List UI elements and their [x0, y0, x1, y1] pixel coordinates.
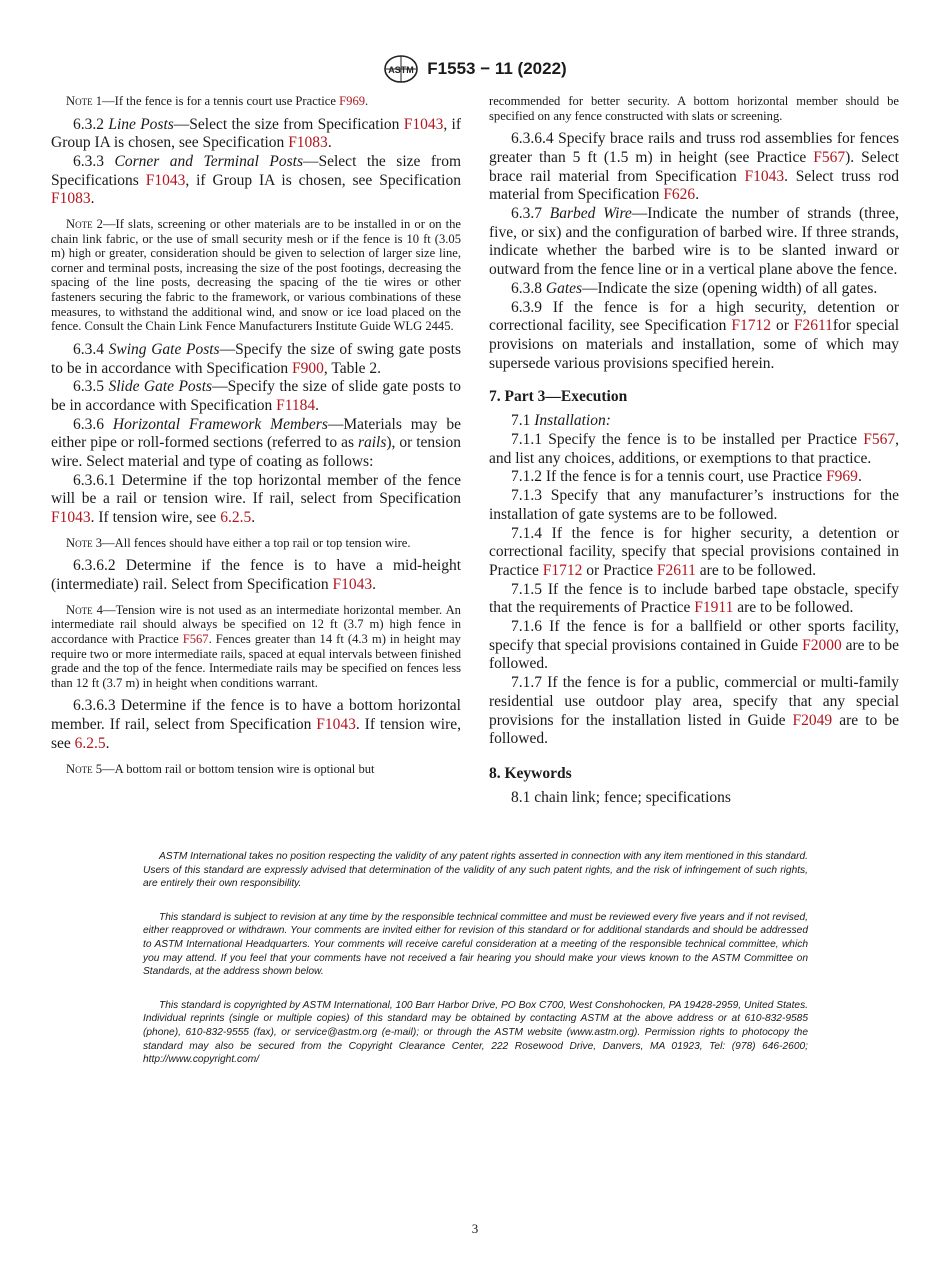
note-5: Note 5—A bottom rail or bottom tension wire is optional but — [66, 761, 375, 776]
section-heading-8: 8. Keywords — [489, 764, 572, 782]
ref-link[interactable]: F1712 — [731, 317, 771, 335]
right-column — [489, 94, 899, 808]
para-6-3-2: 6.3.2 Line Posts—Select the size from Specification F1043, if Group IA is chosen, see Specification F1083. — [51, 115, 462, 152]
para-7-1-4: 7.1.4 If the fence is for higher security, a detention or correctional facility, specify that special provisions contained in Practice F1712 or Practice F2611 are to be followed. — [489, 524, 899, 579]
page-header — [0, 52, 950, 86]
ref-link[interactable]: 6.2.5 — [220, 509, 252, 527]
para-7-1-3: 7.1.3 Specify that any manufacturer’s instructions for the installation of gate systems are to be followed. — [489, 487, 899, 523]
note-1: Note 1—If the fence is for a tennis court use Practice F969. — [66, 94, 369, 108]
para-6-3-4: 6.3.4 Swing Gate Posts—Specify the size of swing gate posts to be in accordance with Specification F900, Table 2. — [51, 340, 461, 377]
para-7-1-2: 7.1.2 If the fence is for a tennis court, use Practice F969. — [511, 468, 862, 486]
ref-link[interactable]: F567 — [813, 148, 846, 166]
para-7-1: 7.1 Installation: — [511, 412, 611, 430]
ref-link[interactable]: F1043 — [51, 509, 91, 527]
para-7-1-7: 7.1.7 If the fence is for a public, commercial or multi-family residential use outdoor play area, specify that any special provisions for the installation listed in Guide F2049 are to be followed. — [489, 674, 899, 748]
ref-link[interactable]: 6.2.5 — [74, 734, 106, 752]
para-6-3-6-4: 6.3.6.4 Specify brace rails and truss rod assemblies for fences greater than 5 ft (1.5 m) in height (see Practice F567). Select brace rail material from Specification F1043. Select truss rod material from Specification F626. — [489, 130, 899, 204]
para-7-1-5: 7.1.5 If the fence is to include barbed tape obstacle, specify that the requirements of Practice F1911 are to be followed. — [489, 580, 899, 617]
para-6-3-3: 6.3.3 Corner and Terminal Posts—Select the size from Specifications F1043, if Group IA is chosen, see Specification F1083. — [51, 153, 461, 208]
ref-link[interactable]: F2611 — [656, 561, 696, 579]
ref-link[interactable]: F626 — [663, 186, 696, 204]
ref-link[interactable]: F1083 — [288, 134, 328, 152]
svg-text:ASTM: ASTM — [388, 65, 415, 75]
standard-designation: F1553 − 11 (2022) — [427, 59, 567, 78]
astm-logo-icon — [383, 54, 419, 84]
para-6-3-5: 6.3.5 Slide Gate Posts—Specify the size of slide gate posts to be in accordance with Specification F1184. — [51, 378, 462, 414]
ref-link[interactable]: F2049 — [792, 711, 833, 729]
ref-link[interactable]: F1184 — [276, 396, 316, 414]
legal-footer — [143, 850, 808, 1087]
ref-link[interactable]: F1043 — [332, 576, 373, 594]
para-6-3-6-3: 6.3.6.3 Determine if the fence is to have a bottom horizontal member. If rail, select from Specification F1043. If tension wire, see 6.2.5. — [51, 697, 461, 752]
note-5-continued: recommended for better security. A bottom horizontal member should be specified on any fence constructed with slats or screening. — [489, 94, 899, 123]
note-4: Note 4—Tension wire is not used as an intermediate horizontal member. An intermediate rail should always be specified on 12 ft (3.7 m) high fence in accordance with Practice F567. Fences greater than 14 ft (4.3 m) in height may require two or more intermediate rails, spaced at equal intervals between finished grade and the top of the fence. Intermediate rails may be specified on fences less than 12 ft (3.7 m) in height when conditions warrant. — [51, 602, 461, 690]
section-heading-7: 7. Part 3—Execution — [489, 388, 628, 406]
para-7-1-1: 7.1.1 Specify the fence is to be installed per Practice F567, and list any choices, additions, or exemptions to that practice. — [489, 431, 899, 467]
note-2: Note 2—If slats, screening or other materials are to be installed in or on the chain link fabric, or the use of small security mesh or if the fence is 10 ft (3.05 m) high or greater, consideration should be given to selection of larger size line, corner and terminal posts, increasing the size of the post footings, decreasing the spacing of the line posts, decreasing the spacing of the tie wires or other fasteners securing the fabric to the framework, or various combinations of these measures, to withstand the additional wind, and snow or ice load placed on the fence. Consult the Chain Link Fence Manufacturers Institute Guide WLG 2445. — [51, 217, 461, 334]
ref-link[interactable]: F1712 — [542, 561, 583, 579]
para-6-3-7: 6.3.7 Barbed Wire—Indicate the number of strands (three, five, or six) and the configuration of barbed wire. If three strands, indicate whether the barbed wire is to be slanted inward or outward from the fence line or in a vertical plane above the fence. — [489, 205, 899, 279]
ref-link[interactable]: F1043 — [145, 171, 186, 189]
ref-link[interactable]: F1043 — [316, 716, 356, 734]
ref-link[interactable]: F969 — [826, 468, 858, 486]
ref-link[interactable]: F2000 — [802, 636, 842, 654]
page-number: 3 — [471, 1221, 479, 1236]
para-6-3-6-2: 6.3.6.2 Determine if the fence is to have a mid-height (intermediate) rail. Select from Specification F1043. — [51, 557, 461, 594]
ref-link[interactable]: F1043 — [744, 167, 785, 185]
para-6-3-6: 6.3.6 Horizontal Framework Members—Materials may be either pipe or roll-formed sections (referred to as rails), or tension wire. Select material and type of coating as follows: — [51, 415, 461, 471]
ref-link[interactable]: F567 — [863, 431, 896, 449]
left-column — [51, 94, 461, 783]
para-8-1: 8.1 chain link; fence; specifications — [511, 788, 731, 806]
ref-link[interactable]: F2611 — [793, 317, 833, 335]
ref-link[interactable]: F1911 — [694, 599, 734, 617]
ref-link[interactable]: F1083 — [51, 190, 91, 208]
revision-notice: This standard is subject to revision at any time by the responsible technical committee and must be reviewed every five years and if not revised, either reapproved or withdrawn. Your comments are invited either for revision of this standard or for additional standards and should be addressed to ASTM International Headquarters. Your comments will receive careful consideration at a meeting of the responsible technical committee, which you may attend. If you feel that your comments have not received a fair hearing you should make your views known to the ASTM Committee on Standards, at the address shown below. — [143, 911, 808, 978]
ref-link[interactable]: F567 — [182, 632, 209, 647]
ref-link[interactable]: F900 — [292, 359, 324, 377]
patent-notice: ASTM International takes no position respecting the validity of any patent rights asserted in connection with any item mentioned in this standard. Users of this standard are expressly advised that determination of the validity of any such patent rights, and the risk of infringement of such rights, are entirely their own responsibility. — [143, 851, 808, 890]
copyright-notice: This standard is copyrighted by ASTM International, 100 Barr Harbor Drive, PO Box C700, West Conshohocken, PA 19428-2959, United States. Individual reprints (single or multiple copies) of this standard may be obtained by contacting ASTM at the above address or at 610-832-9585 (phone), 610-832-9555 (fax), or service@astm.org (e-mail); or through the ASTM website (www.astm.org). Permission rights to photocopy the standard may also be secured from the Copyright Clearance Center, 222 Rosewood Drive, Danvers, MA 01923, Tel: (978) 646-2600; http://www.copyright.com/ — [143, 999, 808, 1066]
para-7-1-6: 7.1.6 If the fence is for a ballfield or other sports facility, specify that special provisions contained in Guide F2000 are to be followed. — [489, 618, 900, 673]
para-6-3-9: 6.3.9 If the fence is for a high security, detention or correctional facility, see Specification F1712 or F2611for special provisions on materials and installation, some of which may supersede various provisions specified herein. — [489, 298, 900, 372]
ref-link[interactable]: F1043 — [403, 115, 444, 133]
para-6-3-6-1: 6.3.6.1 Determine if the top horizontal member of the fence will be a rail or tension wire. If rail, select from Specification F1043. If tension wire, see 6.2.5. — [51, 471, 461, 527]
note-3: Note 3—All fences should have either a top rail or top tension wire. — [66, 535, 411, 550]
ref-link[interactable]: F969 — [339, 94, 366, 108]
para-6-3-8: 6.3.8 Gates—Indicate the size (opening width) of all gates. — [511, 279, 878, 297]
